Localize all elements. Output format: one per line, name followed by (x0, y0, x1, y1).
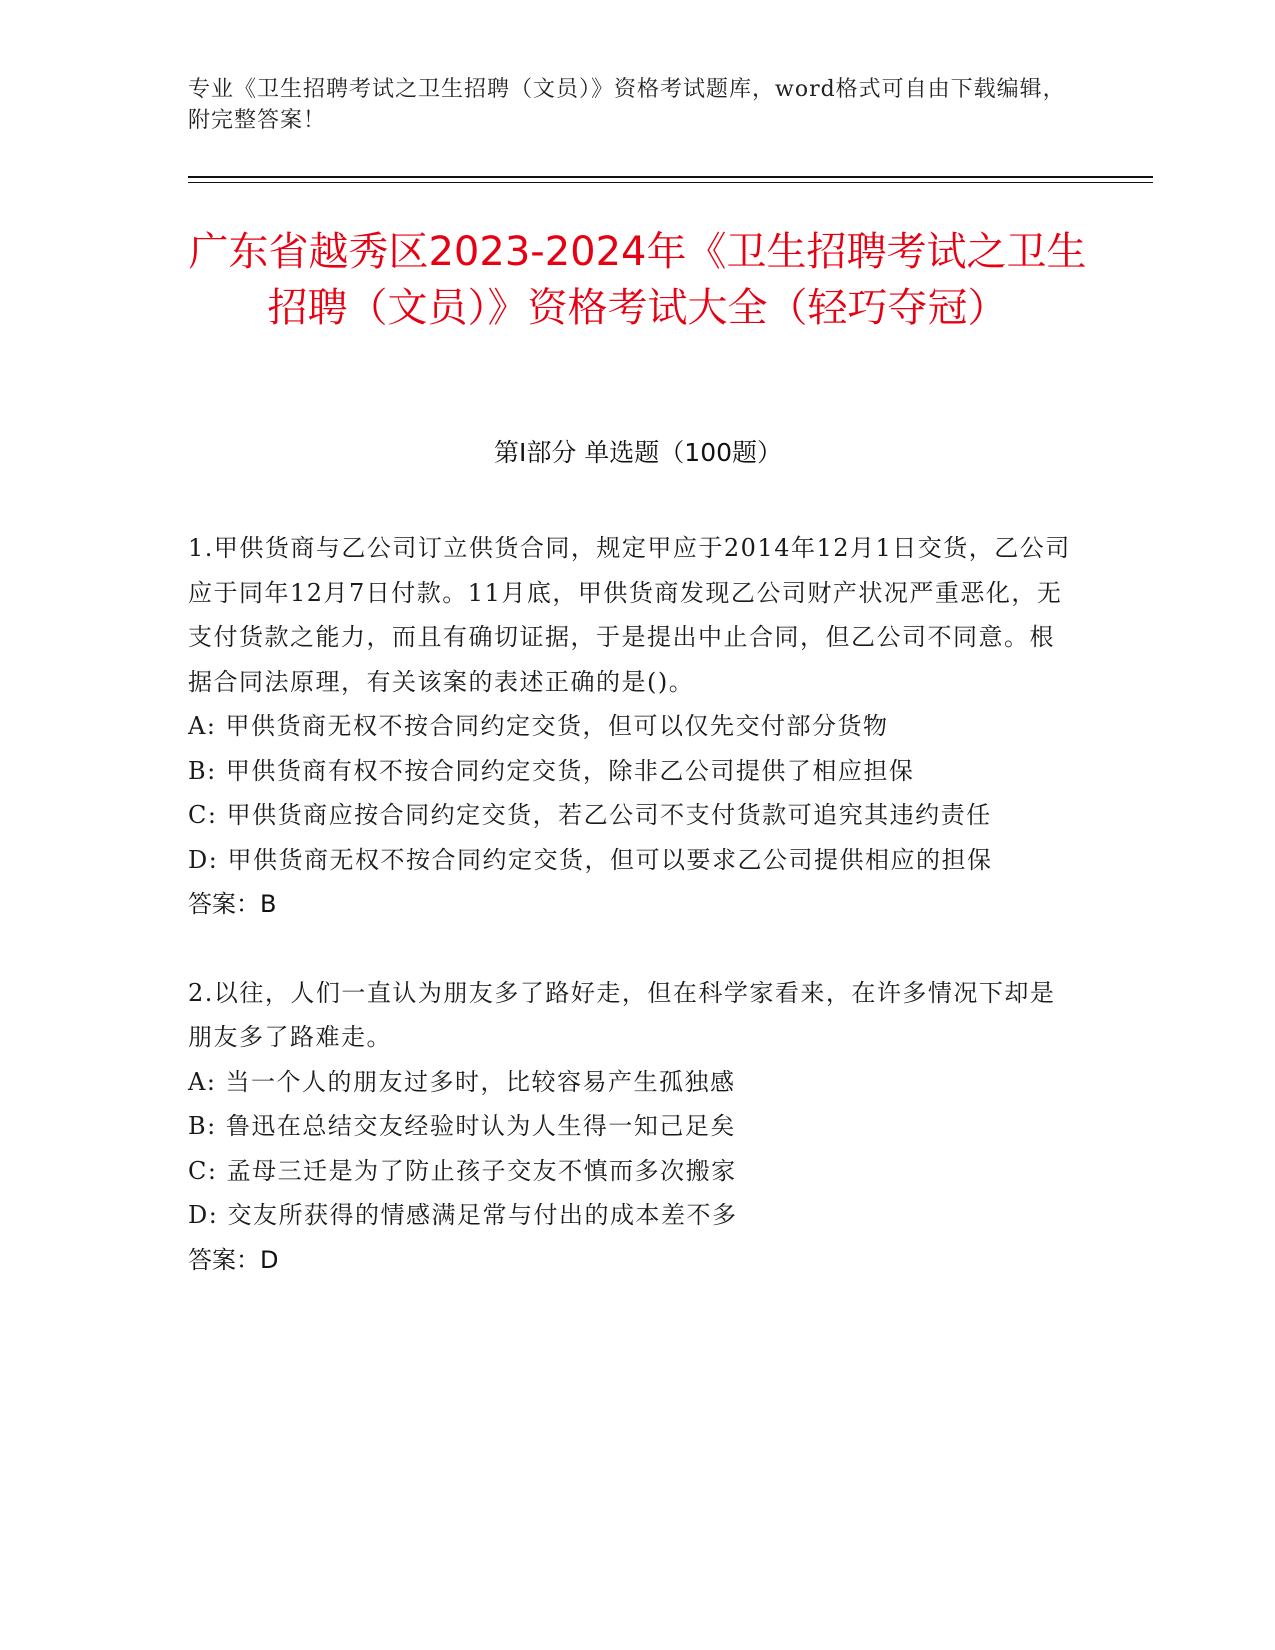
section-title: 第I部分 单选题（100题） (493, 438, 783, 467)
header-divider-thick (188, 176, 1153, 178)
question-2 (188, 971, 1078, 1283)
option-b: B: 鲁迅在总结交友经验时认为人生得一知己足矣 (188, 1112, 736, 1140)
option-b: B: 甲供货商有权不按合同约定交货，除非乙公司提供了相应担保 (188, 756, 915, 785)
answer: 答案：B (188, 890, 277, 918)
option-c: C: 甲供货商应按合同约定交货，若乙公司不支付货款可追究其违约责任 (188, 801, 992, 829)
header-note: 专业《卫生招聘考试之卫生招聘（文员）》资格考试题库，word格式可自由下载编辑，附完整答案！ (188, 77, 1066, 133)
option-c: C: 孟母三迁是为了防止孩子交友不慎而多次搬家 (188, 1156, 737, 1185)
option-d: D: 交友所获得的情感满足常与付出的成本差不多 (188, 1201, 738, 1229)
document-title: 广东省越秀区2023-2024年《卫生招聘考试之卫生招聘（文员）》资格考试大全（轻巧夺冠） (188, 229, 1087, 331)
answer: 答案：D (188, 1245, 279, 1274)
question-stem: 2.以往，人们一直认为朋友多了路好走，但在科学家看来，在许多情况下却是朋友多了路难走。 (188, 978, 1056, 1051)
question-1 (188, 526, 1078, 927)
question-stem: 1.甲供货商与乙公司订立供货合同，规定甲应于2014年12月1日交货，乙公司应于同年12月7日付款。11月底，甲供货商发现乙公司财产状况严重恶化，无支付货款之能力，而且有确切证据，于是提出中止合同，但乙公司不同意。根据合同法原理，有关该案的表述正确的是()。 (188, 534, 1071, 696)
question-list (188, 526, 1078, 1326)
option-d: D: 甲供货商无权不按合同约定交货，但可以要求乙公司提供相应的担保 (188, 845, 993, 874)
header-divider-thin (188, 182, 1153, 183)
option-a: A: 当一个人的朋友过多时，比较容易产生孤独感 (188, 1067, 736, 1096)
option-a: A: 甲供货商无权不按合同约定交货，但可以仅先交付部分货物 (188, 712, 889, 740)
